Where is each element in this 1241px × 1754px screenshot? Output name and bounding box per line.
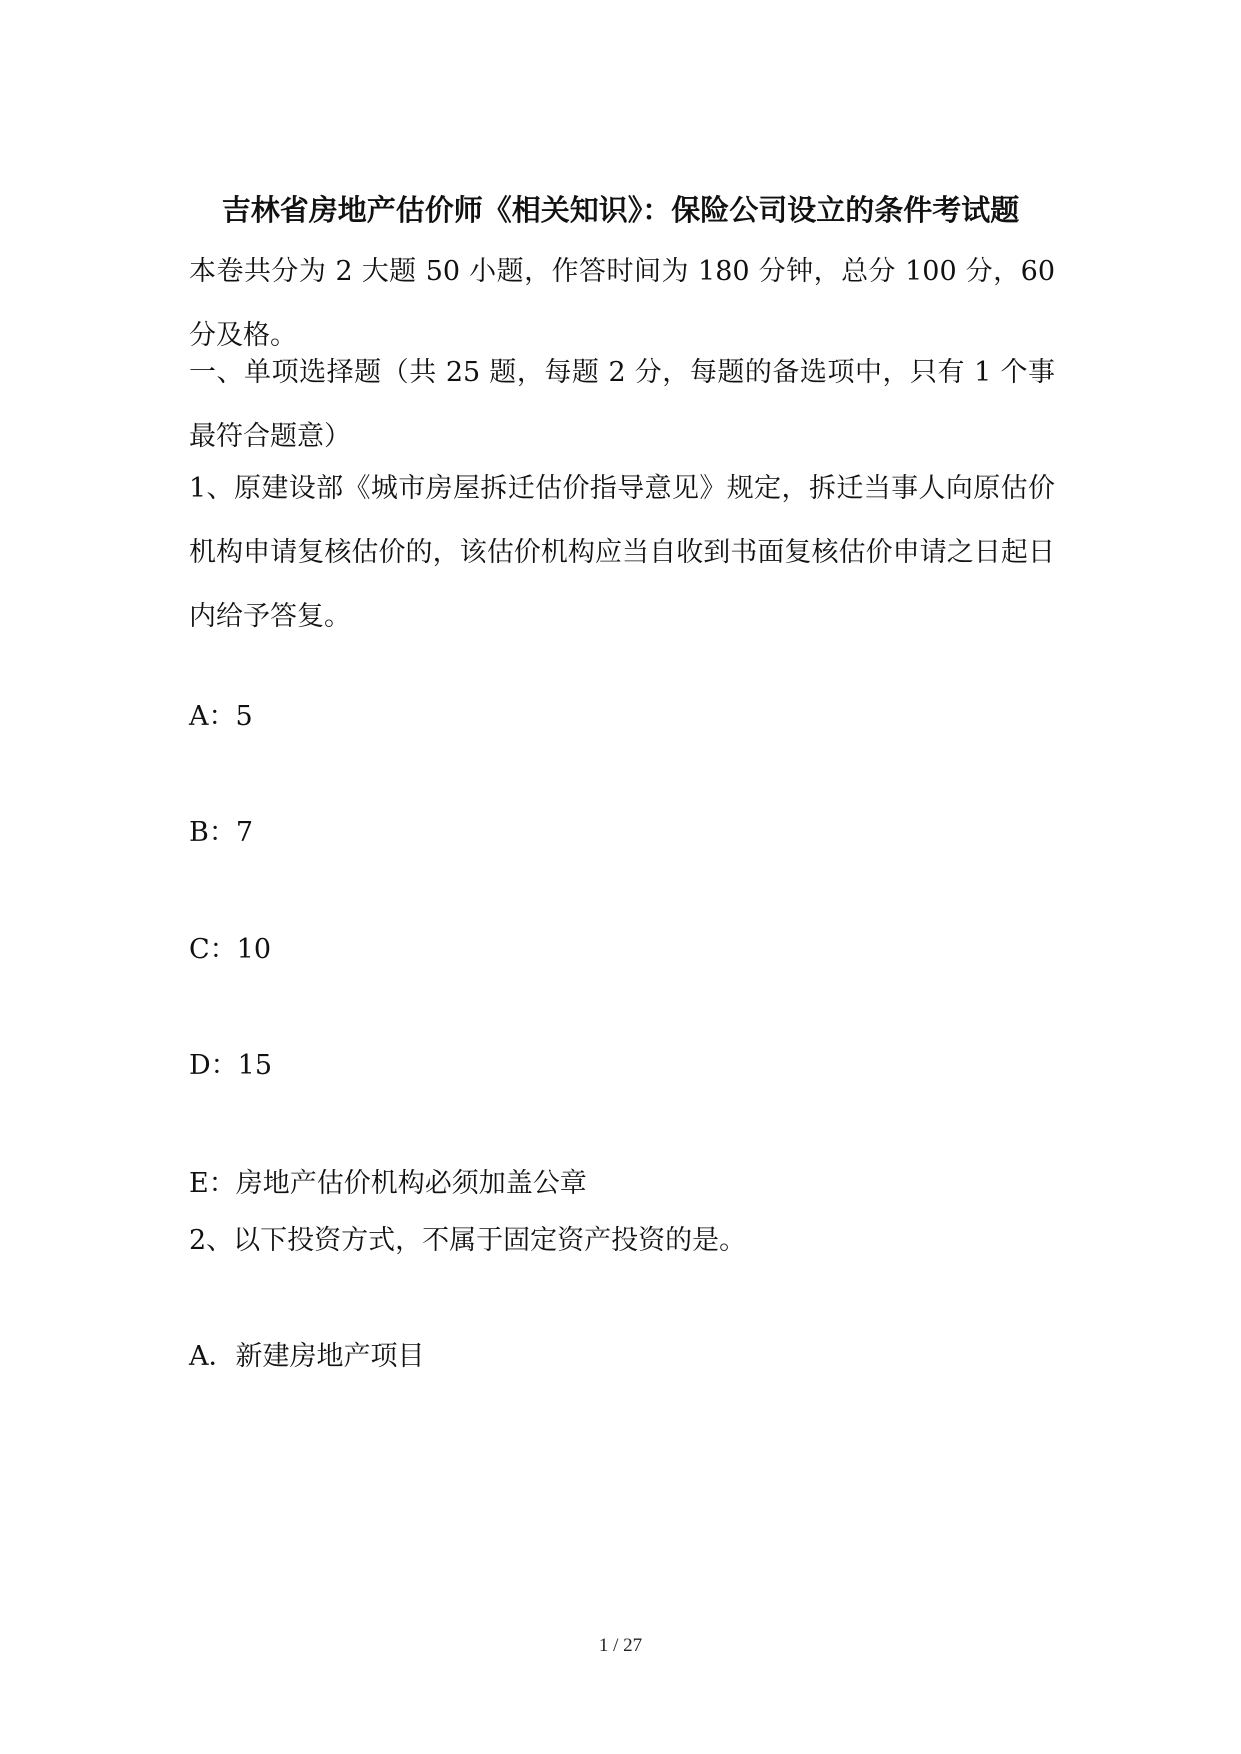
question-1-option-c: C：10 [189,934,272,965]
question-1-stem: 1、原建设部《城市房屋拆迁估价指导意见》规定，拆迁当事人向原估价机构申请复核估价的，该估价机构应当自收到书面复核估价申请之日起日内给予答复。 [189,473,1055,632]
question-1-option-d: D：15 [189,1050,273,1081]
question-1-option-b: B：7 [189,817,254,848]
question-2-option-a: A．新建房地产项目 [189,1341,425,1372]
document-title: 吉林省房地产估价师《相关知识》：保险公司设立的条件考试题 [221,193,1020,227]
page-number: 1 / 27 [598,1635,643,1656]
question-2-stem: 2、以下投资方式，不属于固定资产投资的是。 [189,1225,747,1256]
question-1-option-a: A：5 [189,701,253,732]
question-1-option-e: E：房地产估价机构必须加盖公章 [189,1168,587,1199]
exam-intro: 本卷共分为 2 大题 50 小题，作答时间为 180 分钟，总分 100 分，60 分及格。 [189,256,1055,351]
section-one-heading: 一、单项选择题（共 25 题，每题 2 分，每题的备选项中，只有 1 个事最符合题意） [189,357,1055,452]
